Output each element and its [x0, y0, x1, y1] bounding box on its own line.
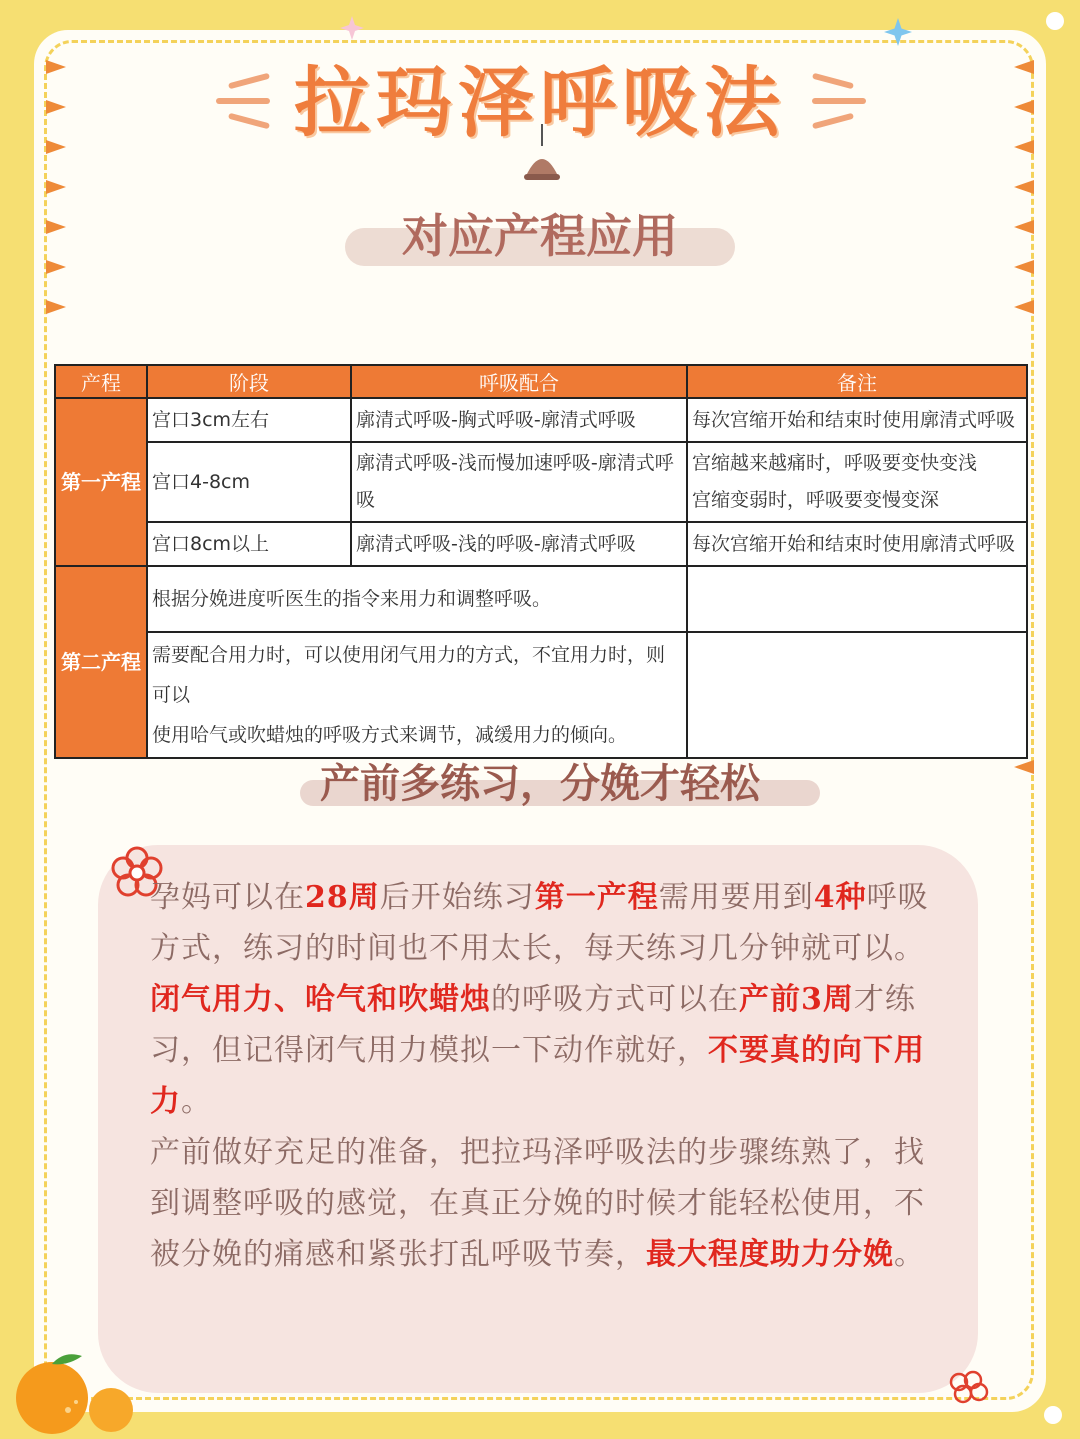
orange-icon — [8, 1350, 138, 1434]
table-cell-line: 使用哈气或吹蜡烛的呼吸方式来调节，减缓用力的倾向。 — [152, 724, 628, 746]
dot-icon — [1042, 1404, 1064, 1426]
table-cell: 根据分娩进度听医生的指令来用力和调整呼吸。 — [147, 566, 687, 632]
table-cell — [687, 566, 1027, 632]
page-title: 拉玛泽呼吸法 — [294, 58, 786, 147]
table-cell — [687, 632, 1027, 758]
star-icon — [340, 16, 364, 40]
text-run: 。 — [894, 1237, 925, 1272]
text-run: 后开始练习 — [379, 880, 535, 915]
table-header: 产程 — [55, 365, 147, 398]
text-run: 。 — [181, 1084, 212, 1119]
triangle-decoration — [1014, 180, 1034, 194]
table-row — [55, 522, 1027, 566]
table-cell: 宫口4-8cm — [147, 442, 351, 522]
table-header: 备注 — [687, 365, 1027, 398]
table-row — [55, 442, 1027, 522]
table-cell — [147, 632, 687, 758]
table-cell: 宫口3cm左右 — [147, 398, 351, 442]
triangle-decoration — [46, 180, 66, 194]
highlight-text: 不要真的向下用力 — [150, 1033, 925, 1119]
table-row — [55, 566, 1027, 632]
table-cell: 每次宫缩开始和结束时使用廓清式呼吸 — [687, 522, 1027, 566]
breathing-table — [54, 364, 1028, 759]
highlight-text: 28周 — [305, 880, 380, 915]
paragraph — [150, 974, 950, 1127]
text-run: 需用要用到 — [658, 880, 814, 915]
lamp-icon — [520, 124, 564, 188]
stage-label: 第二产程 — [55, 566, 147, 758]
body-text — [150, 872, 950, 1280]
table-cell-line: 宫缩变弱时，呼吸要变慢变深 — [692, 489, 940, 511]
highlight-text: 闭气用力、哈气和吹蜡烛 — [150, 982, 491, 1017]
triangle-decoration — [1014, 300, 1034, 314]
table-row — [55, 632, 1027, 758]
subtitle: 对应产程应用 — [402, 209, 678, 263]
text-run: 的呼吸方式可以在 — [491, 982, 739, 1017]
highlight-text: 最大程度助力分娩 — [646, 1237, 894, 1272]
table-header-row — [55, 365, 1027, 398]
text-run: 呼吸方式，练习的时间也不用太长，每天练习几分钟就可以。 — [150, 880, 929, 966]
table-header: 呼吸配合 — [351, 365, 687, 398]
stage-label: 第一产程 — [55, 398, 147, 566]
highlight-text: 4种 — [813, 880, 867, 915]
text-run: 才练习，但记得闭气用力模拟一下动作就好， — [150, 982, 916, 1068]
dot-icon — [1044, 10, 1066, 32]
highlight-text: 第一产程 — [534, 880, 659, 915]
text-run: 孕妈可以在 — [150, 880, 305, 915]
triangle-decoration — [46, 300, 66, 314]
paragraph — [150, 1127, 950, 1280]
highlight-text: 产前3周 — [739, 982, 854, 1017]
table-cell: 每次宫缩开始和结束时使用廓清式呼吸 — [687, 398, 1027, 442]
table-row — [55, 398, 1027, 442]
section-title: 产前多练习，分娩才轻松 — [320, 760, 760, 807]
text-run: 产前做好充足的准备，把拉玛泽呼吸法的步骤练熟了，找到调整呼吸的感觉，在真正分娩的时候才能轻松使用，不被分娩的痛感和紧张打乱呼吸节奏， — [150, 1135, 925, 1272]
table-cell: 廓清式呼吸-浅的呼吸-廓清式呼吸 — [351, 522, 687, 566]
table-cell-line: 宫缩越来越痛时，呼吸要变快变浅 — [692, 452, 978, 474]
table-cell: 廓清式呼吸-浅而慢加速呼吸-廓清式呼吸 — [351, 442, 687, 522]
table-cell: 廓清式呼吸-胸式呼吸-廓清式呼吸 — [351, 398, 687, 442]
table-cell-line: 需要配合用力时，可以使用闭气用力的方式，不宜用力时，则可以 — [152, 644, 666, 706]
table-cell — [687, 442, 1027, 522]
table-header: 阶段 — [147, 365, 351, 398]
table-cell: 宫口8cm以上 — [147, 522, 351, 566]
flower-icon — [945, 1368, 989, 1404]
paragraph — [150, 872, 950, 974]
